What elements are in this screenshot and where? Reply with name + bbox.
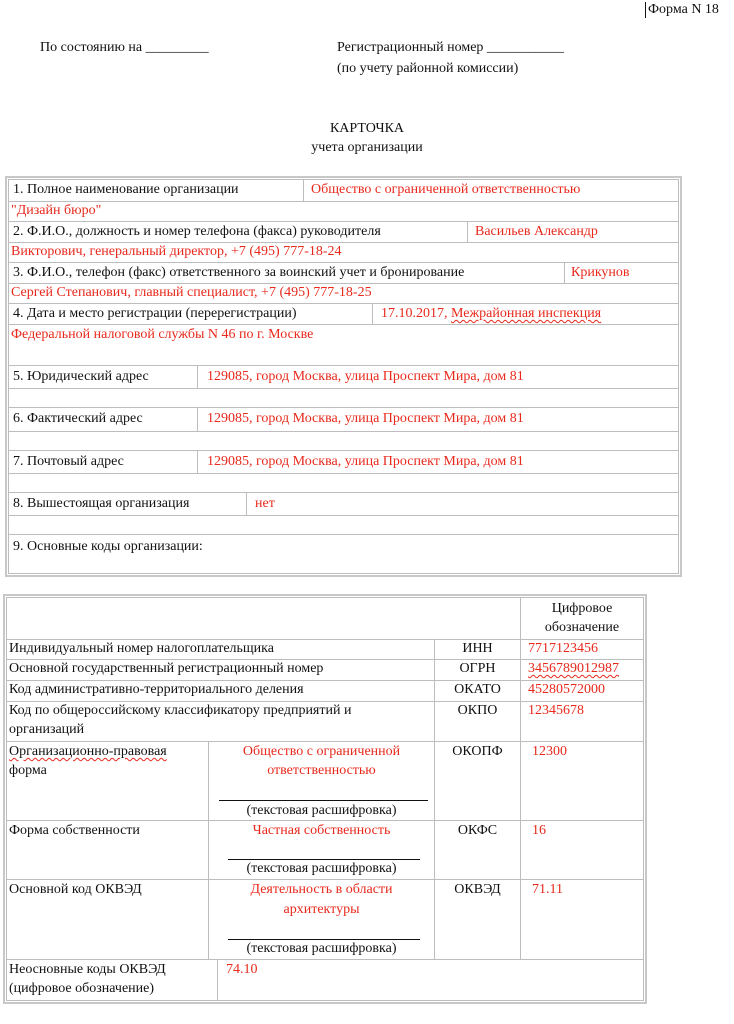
row6-value: 129085, город Москва, улица Проспект Мира, дом 81 [207,411,524,426]
row4-value-date: 17.10.2017, [381,306,448,321]
okved-text-line2: архитектуры [283,902,360,917]
extra-okved-value: 74.10 [226,962,258,977]
row7-blank-cell [8,473,679,493]
okopf-value: 12300 [532,744,567,759]
row1-value: Общество с ограниченной ответственностью [311,182,581,197]
okved-code: ОКВЭД [454,882,501,897]
codes-header-blank [6,597,521,640]
okved-label: Основной код ОКВЭД [9,882,142,897]
row2-value: Васильев Александр [475,224,598,239]
row8-label: 8. Вышестоящая организация [13,496,190,511]
row5-label: 5. Юридический адрес [13,369,149,384]
inn-value: 7717123456 [528,641,598,656]
extra-okved-label-line1: Неосновные коды ОКВЭД [9,962,166,977]
row3-continuation: Сергей Степанович, главный специалист, +7 (495) 777-18-25 [11,285,372,300]
okopf-caption: (текстовая расшифровка) [246,803,397,818]
ogrn-code: ОГРН [459,661,496,676]
row3-value: Крикунов [571,265,630,280]
okfs-caption: (текстовая расшифровка) [246,861,397,876]
okpo-code: ОКПО [457,703,498,718]
okopf-signature-line [219,800,428,801]
form-number-marker [645,2,646,18]
okved-signature-line [228,939,420,940]
as-of-date-label: По состоянию на _________ [40,40,209,55]
row5-blank-cell [8,388,679,408]
ogrn-name: Основной государственный регистрационный номер [9,661,324,676]
okopf-text-line2: ответственностью [267,763,376,778]
okfs-code: ОКФС [457,823,498,838]
okfs-signature-line [228,859,420,860]
codes-header-digital-1: Цифровое [551,601,613,616]
row7-label: 7. Почтовый адрес [13,454,124,469]
row4-value [381,306,601,322]
okpo-name-line1: Код по общероссийскому классификатору предприятий и [9,703,352,718]
row1-label: 1. Полное наименование организации [13,182,239,197]
okopf-label-line1: Организационно-правовая [9,744,167,759]
okved-value: 71.11 [532,882,563,897]
codes-header-digital-2: обозначение [544,620,620,635]
row1-cont-cell [8,201,679,222]
okved-caption: (текстовая расшифровка) [246,941,397,956]
form-number: Форма N 18 [648,2,719,17]
okpo-value: 12345678 [528,703,584,718]
inn-name: Индивидуальный номер налогоплательщика [9,641,274,656]
row8-value: нет [255,496,275,511]
document-title: КАРТОЧКА [329,121,405,136]
row5-value: 129085, город Москва, улица Проспект Мира, дом 81 [207,369,524,384]
extra-okved-value-cell [217,959,644,1001]
row2-label: 2. Ф.И.О., должность и номер телефона (факса) руководителя [13,224,381,239]
registration-number-note: (по учету районной комиссии) [337,61,519,76]
row3-label: 3. Ф.И.О., телефон (факс) ответственного за воинский учет и бронирование [13,265,465,280]
row6-blank-cell [8,431,679,451]
row6-label: 6. Фактический адрес [13,411,143,426]
row4-label: 4. Дата и место регистрации (перерегистрации) [13,306,297,321]
row8-blank-cell [8,515,679,535]
registration-number-label: Регистрационный номер ___________ [337,40,564,55]
okato-name: Код административно-территориального деления [9,682,304,697]
row4-continuation: Федеральной налоговой службы N 46 по г. Москве [11,327,314,342]
row9-label: 9. Основные коды организации: [13,539,203,554]
okato-code: ОКАТО [454,682,501,697]
okfs-text: Частная собственность [252,823,391,838]
row4-value-rest: Межрайонная инспекция [451,306,602,321]
extra-okved-label-line2: (цифровое обозначение) [9,981,155,996]
row7-value: 129085, город Москва, улица Проспект Мира, дом 81 [207,454,524,469]
row1-continuation: "Дизайн бюро" [11,203,102,218]
row2-continuation: Викторович, генеральный директор, +7 (495) 777-18-24 [11,244,342,259]
okved-text-line1: Деятельность в области [250,882,393,897]
okato-value: 45280572000 [528,682,605,697]
okfs-label: Форма собственности [9,823,140,838]
document-subtitle: учета организации [311,140,423,155]
okpo-name-line2: организаций [9,722,85,737]
okfs-value: 16 [532,823,546,838]
okopf-text-line1: Общество с ограниченной [242,744,401,759]
okopf-label-line2: форма [9,763,47,778]
inn-code: ИНН [462,641,493,656]
okopf-code: ОКОПФ [452,744,503,759]
row8-value-cell [246,492,679,516]
ogrn-value: 3456789012987 [528,661,619,676]
